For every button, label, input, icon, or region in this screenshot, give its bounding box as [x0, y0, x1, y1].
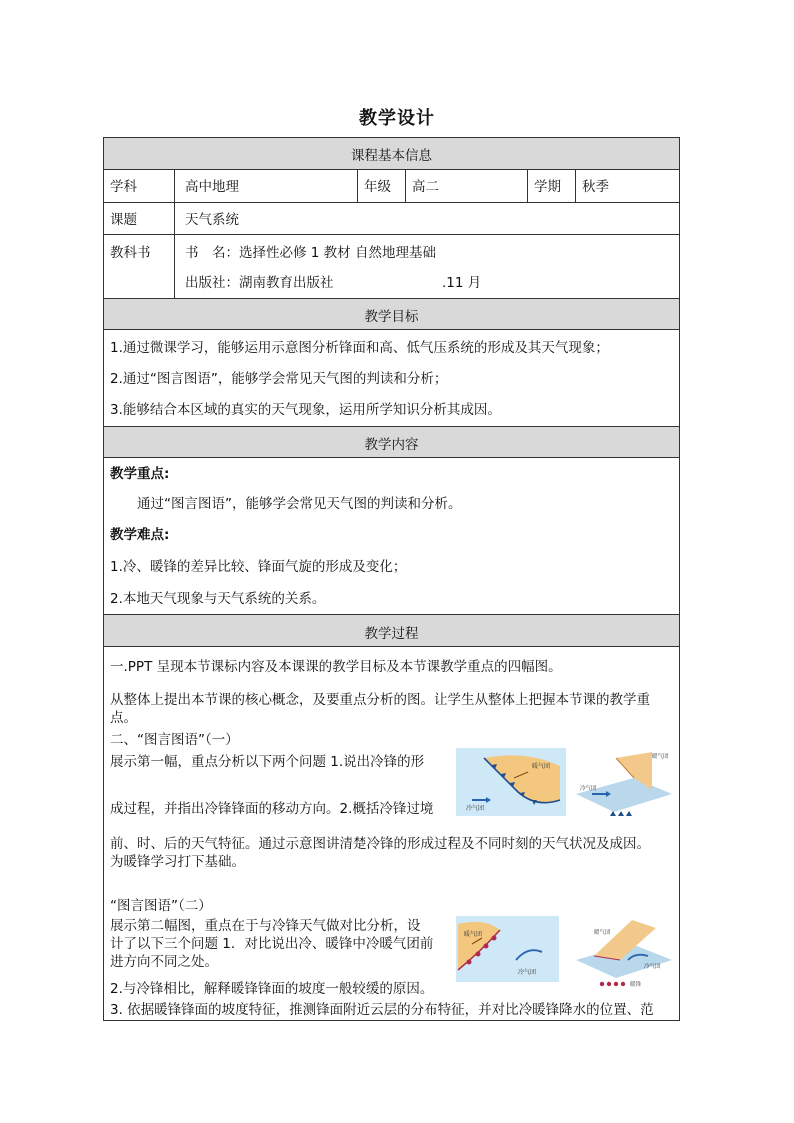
publisher-line: 出版社：湖南教育出版社 [185, 275, 334, 291]
difficulty-item: 1.冷、暖锋的差异比较、锋面气旋的形成及变化； [110, 559, 407, 575]
process-heading: “图言图语”（二） [110, 898, 212, 914]
section-header-process: 教学过程 [364, 626, 419, 642]
figure-label: 暖锋 [630, 982, 642, 988]
difficulty-item: 2.本地天气现象与天气系统的关系。 [110, 591, 326, 607]
lesson-plan-table [103, 137, 680, 1021]
process-paragraph: 3. 依据暖锋锋面的坡度特征，推测锋面附近云层的分布特征，并对比冷暖锋降水的位置、范 [110, 1002, 654, 1018]
warm-front-3d-figure [572, 916, 675, 990]
section-header-content: 教学内容 [364, 437, 419, 453]
process-paragraph: 前、时、后的天气特征。通过示意图讲清楚冷锋的形成过程及不同时刻的天气状况及成因。 [110, 836, 650, 852]
warm-front-map-figure [456, 916, 559, 982]
process-paragraph: 点。 [110, 710, 137, 726]
process-paragraph: 展示第一幅，重点分析以下两个问题 1.说出冷锋的形 [110, 754, 425, 770]
cold-front-map-figure [456, 748, 566, 816]
figure-label: 暖气团 [464, 931, 483, 938]
textbook-label: 教科书 [110, 245, 151, 261]
book-name-line: 书 名：选择性必修 1 教材 自然地理基础 [185, 245, 436, 261]
section-header-objectives: 教学目标 [364, 309, 419, 325]
document-title: 教学设计 [359, 108, 435, 129]
process-paragraph: 进方向不同之处。 [110, 954, 218, 970]
process-paragraph: 从整体上提出本节课的核心概念，及要重点分析的图。让学生从整体上把握本节课的教学重 [110, 692, 650, 708]
key-point-text: 通过“图言图语”，能够学会常见天气图的判读和分析。 [137, 496, 462, 512]
key-point-label: 教学重点: [110, 466, 170, 482]
process-paragraph: 计了以下三个问题 1．对比说出冷、暖锋中冷暖气团前 [110, 936, 434, 952]
process-paragraph: 为暖锋学习打下基础。 [110, 854, 245, 870]
process-paragraph: 一.PPT 呈现本节课标内容及本课课的教学目标及本节课教学重点的四幅图。 [110, 659, 562, 675]
publish-date: .11 月 [442, 275, 482, 291]
process-paragraph: 成过程，并指出冷锋锋面的移动方向。2.概括冷锋过境 [110, 801, 434, 817]
grade-label: 年级 [364, 179, 391, 195]
objective-item: 3.能够结合本区域的真实的天气现象，运用所学知识分析其成因。 [110, 402, 501, 418]
process-paragraph: 展示第二幅图，重点在于与冷锋天气做对比分析，设 [110, 918, 421, 934]
process-heading: 二、“图言图语”（一） [110, 732, 239, 748]
topic-value: 天气系统 [185, 212, 239, 228]
difficulty-label: 教学难点: [110, 527, 170, 543]
figure-label: 冷气团 [580, 786, 597, 792]
process-paragraph: 2.与冷锋相比，解释暖锋锋面的坡度一般较缓的原因。 [110, 981, 434, 997]
figure-label: 暖气团 [652, 754, 669, 760]
figure-label: 冷气团 [466, 805, 485, 812]
subject-value: 高中地理 [185, 179, 239, 195]
objective-item: 2.通过“图言图语”，能够学会常见天气图的判读和分析； [110, 371, 448, 387]
section-header-basic-info: 课程基本信息 [351, 148, 432, 164]
figure-label: 冷气团 [644, 964, 661, 970]
topic-label: 课题 [110, 212, 137, 228]
term-value: 秋季 [582, 179, 609, 195]
cold-front-3d-figure [572, 748, 675, 822]
figure-label: 暖气团 [594, 930, 611, 936]
figure-label: 冷气团 [518, 969, 537, 976]
grade-value: 高二 [412, 179, 439, 195]
figure-label: 暖气团 [532, 763, 551, 770]
subject-label: 学科 [110, 179, 137, 195]
term-label: 学期 [534, 179, 561, 195]
objective-item: 1.通过微课学习，能够运用示意图分析锋面和高、低气压系统的形成及其天气现象； [110, 340, 609, 356]
